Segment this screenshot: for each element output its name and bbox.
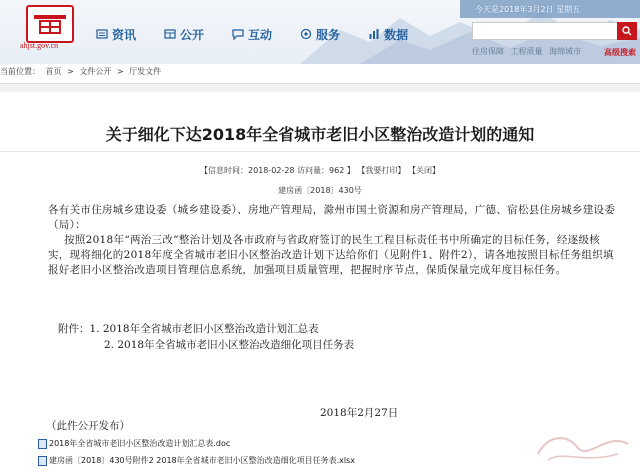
attachment-item: 1. 2018年全省城市老旧小区整治改造计划汇总表 [89, 323, 319, 335]
nav-item-label: 服务 [316, 27, 341, 42]
quick-links [472, 46, 585, 57]
main-nav [96, 24, 436, 44]
site-logo[interactable] [26, 5, 74, 43]
nav-item-service[interactable] [300, 24, 340, 44]
main-paragraph: 按照2018年“两治三改”整治计划及各市政府与省政府签订的民生工程目标责任书中所确定的目标任务，经逐级核实，现将细化的2018年度全省城市老旧小区整治改造计划下达给你们（见附件1、附件2），请各地按照目标任务组织填报好老旧小区整治改造项目管理信息系统，加强项目质量管理，把握时序节点，保质保量完成年度目标任务。 [48, 234, 614, 276]
nav-item-label: 资讯 [112, 27, 137, 42]
attachments-label: 附件： [58, 323, 90, 335]
search-button[interactable] [617, 22, 637, 40]
breadcrumb-file-public[interactable]: 文件公开 [79, 67, 112, 76]
signature-date: 2018年2月27日 [320, 407, 399, 419]
breadcrumb-home[interactable]: 首页 [45, 67, 62, 76]
breadcrumb-dept-files[interactable]: 厅发文件 [129, 67, 162, 76]
attachment-item: 2. 2018年全省城市老旧小区整治改造细化项目任务表 [104, 339, 355, 351]
chat-icon [232, 28, 244, 40]
title-divider [0, 151, 640, 152]
advanced-search-link[interactable]: 高级搜索 [604, 48, 636, 57]
public-note: （此件公开发布） [46, 420, 130, 432]
document-number: 建房函〔2018〕430号 [278, 186, 362, 195]
newspaper-icon [96, 28, 108, 40]
quick-link[interactable]: 海绵城市 [549, 47, 582, 56]
addressees: 各有关市住房城乡建设委（城乡建设委）、房地产管理局，滁州市国土资源和房产管理局，广德、宿松县住房城乡建设委（局）： [48, 204, 616, 231]
chart-icon [368, 28, 380, 40]
site-domain: ahjst.gov.cn [20, 41, 59, 50]
watermark-logo [528, 424, 640, 468]
article-title: 关于细化下达2018年全省城市老旧小区整治改造计划的通知 [105, 125, 535, 144]
doc-file-icon [38, 439, 47, 449]
article-body [48, 203, 616, 278]
nav-item-label: 公开 [180, 27, 205, 42]
logo-emblem-icon [28, 7, 72, 41]
breadcrumb [0, 66, 640, 80]
xlsx-file-icon [38, 456, 47, 466]
file-name: 2018年全省城市老旧小区整治改造计划汇总表.doc [49, 439, 231, 448]
quick-link[interactable]: 工程质量 [510, 47, 543, 56]
file-name: 建房函〔2018〕430号附件2 2018年全省城市老旧小区整治改造细化项目任务表.xlsx [49, 456, 356, 465]
download-link-xlsx[interactable] [38, 455, 355, 466]
article-info-bar [0, 165, 640, 176]
attachments-list [58, 321, 354, 353]
folder-icon [164, 28, 176, 40]
breadcrumb-prefix: 当前位置： [0, 67, 40, 76]
search-input[interactable] [472, 22, 618, 40]
service-icon [300, 28, 312, 40]
nav-item-interact[interactable] [232, 24, 272, 44]
nav-item-data[interactable] [368, 24, 408, 44]
publish-time: 【信息时间：2018-02-28 [200, 166, 295, 175]
search-icon [622, 26, 632, 36]
visit-count: 访问量：962 】 [297, 166, 355, 175]
section-divider [0, 83, 640, 92]
quick-link[interactable]: 住房保障 [472, 47, 504, 56]
nav-item-open[interactable] [164, 24, 204, 44]
close-button[interactable]: 【关闭】 [407, 166, 440, 175]
print-button[interactable]: 【我要打印】 [357, 166, 406, 175]
breadcrumb-separator: > [116, 67, 124, 76]
download-link-doc[interactable] [38, 438, 230, 449]
breadcrumb-separator: > [67, 67, 74, 76]
nav-item-news[interactable] [96, 24, 136, 44]
nav-item-label: 互动 [248, 27, 273, 42]
date-line: 今天是2018年3月2日 星期五 [475, 5, 581, 14]
site-header [0, 0, 640, 64]
nav-item-label: 数据 [384, 27, 409, 42]
